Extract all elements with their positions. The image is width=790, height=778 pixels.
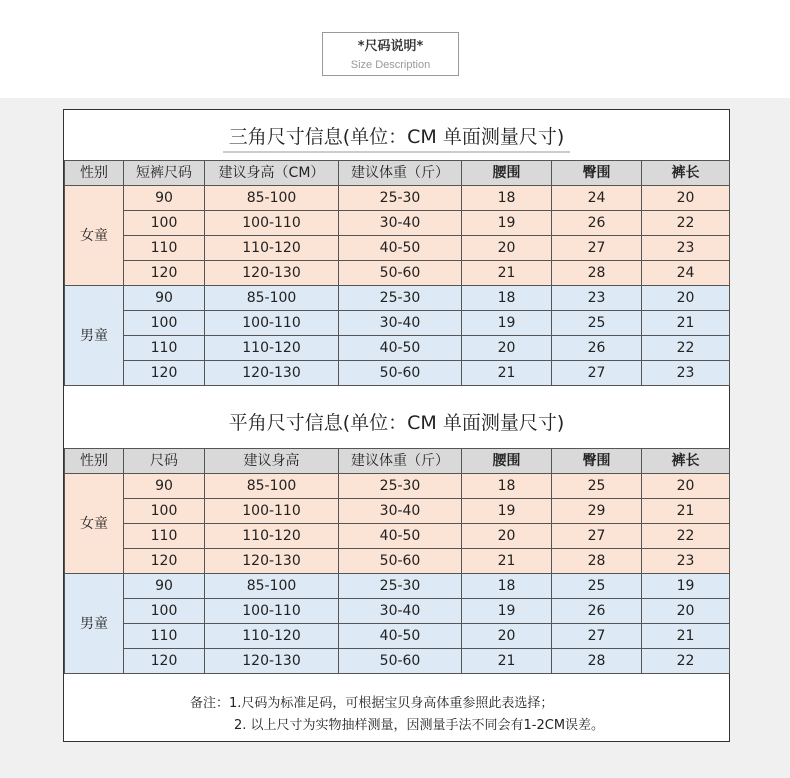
table-cell: 24 [552,186,642,211]
gender-cell: 女童 [65,186,124,286]
table-cell: 85-100 [205,186,339,211]
table-cell: 26 [552,336,642,361]
table-cell: 30-40 [339,499,462,524]
header-size: 短裤尺码 [124,161,205,186]
table-row [65,549,730,574]
table-cell: 100-110 [205,499,339,524]
table-cell: 25 [552,574,642,599]
table-cell: 100 [124,211,205,236]
table-cell: 18 [462,186,552,211]
table-cell: 21 [642,311,730,336]
table-cell: 50-60 [339,361,462,386]
table-cell: 100 [124,599,205,624]
header-size: 尺码 [124,449,205,474]
table-cell: 50-60 [339,549,462,574]
table-cell: 100-110 [205,599,339,624]
table-row [65,336,730,361]
table-cell: 100 [124,311,205,336]
table-row [65,624,730,649]
table-cell: 21 [462,361,552,386]
table-cell: 30-40 [339,599,462,624]
table-row [65,474,730,499]
table-cell: 50-60 [339,261,462,286]
header-length: 裤长 [642,161,730,186]
table-cell: 27 [552,624,642,649]
table-cell: 23 [642,236,730,261]
table-cell: 40-50 [339,624,462,649]
table-cell: 21 [462,549,552,574]
table-cell: 28 [552,549,642,574]
table-cell: 23 [642,361,730,386]
table-row [65,574,730,599]
table-cell: 21 [642,624,730,649]
table-cell: 90 [124,474,205,499]
gender-cell: 女童 [65,474,124,574]
table-cell: 22 [642,336,730,361]
header-height: 建议身高（CM） [205,161,339,186]
table-cell: 110 [124,336,205,361]
table-cell: 50-60 [339,649,462,674]
table-cell: 22 [642,524,730,549]
table-cell: 25-30 [339,574,462,599]
table-cell: 20 [462,236,552,261]
table-cell: 27 [552,524,642,549]
table-cell: 26 [552,211,642,236]
table-cell: 40-50 [339,336,462,361]
table-cell: 20 [462,524,552,549]
table-cell: 25-30 [339,474,462,499]
triangle-size-table [64,160,730,386]
table-cell: 100-110 [205,211,339,236]
table-cell: 28 [552,261,642,286]
top-banner [0,0,790,98]
table-cell: 110 [124,624,205,649]
table-cell: 25-30 [339,286,462,311]
gender-cell: 男童 [65,286,124,386]
size-title-cn: *尺码说明* [357,39,424,54]
boxer-title-text: 平角尺寸信息(单位：CM 单面测量尺寸) [228,412,565,434]
size-sheet [63,109,730,742]
table-row [65,524,730,549]
table-cell: 120 [124,261,205,286]
table-row [65,599,730,624]
table-row [65,311,730,336]
table-cell: 90 [124,286,205,311]
table-cell: 110 [124,236,205,261]
header-waist: 腰围 [462,449,552,474]
boxer-header-row [65,449,730,474]
header-height: 建议身高 [205,449,339,474]
boxer-section-title [64,408,729,437]
table-cell: 24 [642,261,730,286]
gender-cell: 男童 [65,574,124,674]
table-cell: 23 [552,286,642,311]
table-cell: 20 [462,336,552,361]
table-cell: 110-120 [205,336,339,361]
header-weight: 建议体重（斤） [339,161,462,186]
table-cell: 100-110 [205,311,339,336]
table-cell: 27 [552,361,642,386]
header-gender: 性别 [65,449,124,474]
header-gender: 性别 [65,161,124,186]
table-cell: 85-100 [205,574,339,599]
table-row [65,499,730,524]
table-cell: 22 [642,211,730,236]
table-row [65,286,730,311]
table-cell: 120-130 [205,261,339,286]
table-cell: 110-120 [205,524,339,549]
table-cell: 19 [462,499,552,524]
header-hip: 臀围 [552,161,642,186]
table-cell: 19 [642,574,730,599]
table-cell: 110-120 [205,236,339,261]
header-waist: 腰围 [462,161,552,186]
table-cell: 25-30 [339,186,462,211]
table-cell: 25 [552,474,642,499]
table-row [65,236,730,261]
table-row [65,186,730,211]
table-cell: 120 [124,549,205,574]
table-cell: 19 [462,599,552,624]
table-cell: 25 [552,311,642,336]
triangle-section-title [64,122,729,153]
table-cell: 21 [642,499,730,524]
table-row [65,211,730,236]
table-cell: 90 [124,574,205,599]
note-line-1: 备注：1.尺码为标准足码，可根据宝贝身高体重参照此表选择； [190,696,554,711]
boxer-size-table [64,448,730,674]
table-cell: 26 [552,599,642,624]
header-hip: 臀围 [552,449,642,474]
table-cell: 21 [462,649,552,674]
table-cell: 120-130 [205,649,339,674]
table-cell: 20 [642,286,730,311]
table-cell: 20 [462,624,552,649]
table-cell: 18 [462,474,552,499]
table-cell: 110 [124,524,205,549]
table-cell: 18 [462,574,552,599]
table-cell: 18 [462,286,552,311]
note-line-2: 2. 以上尺寸为实物抽样测量，因测量手法不同会有1-2CM误差。 [234,718,605,733]
table-cell: 120 [124,361,205,386]
table-row [65,361,730,386]
table-cell: 85-100 [205,286,339,311]
table-cell: 29 [552,499,642,524]
table-cell: 20 [642,599,730,624]
table-cell: 100 [124,499,205,524]
table-cell: 120-130 [205,361,339,386]
table-cell: 28 [552,649,642,674]
table-cell: 30-40 [339,211,462,236]
table-cell: 110-120 [205,624,339,649]
table-cell: 19 [462,211,552,236]
table-row [65,649,730,674]
table-cell: 21 [462,261,552,286]
table-cell: 120 [124,649,205,674]
table-cell: 30-40 [339,311,462,336]
table-cell: 85-100 [205,474,339,499]
size-description-box [322,32,459,76]
table-cell: 40-50 [339,236,462,261]
table-cell: 90 [124,186,205,211]
size-title-en: Size Description [350,59,431,71]
triangle-header-row [65,161,730,186]
table-cell: 23 [642,549,730,574]
header-length: 裤长 [642,449,730,474]
table-cell: 20 [642,186,730,211]
table-cell: 40-50 [339,524,462,549]
header-weight: 建议体重（斤） [339,449,462,474]
triangle-title-text: 三角尺寸信息(单位：CM 单面测量尺寸) [223,122,571,153]
table-row [65,261,730,286]
table-cell: 27 [552,236,642,261]
table-cell: 20 [642,474,730,499]
table-cell: 120-130 [205,549,339,574]
table-cell: 22 [642,649,730,674]
table-cell: 19 [462,311,552,336]
